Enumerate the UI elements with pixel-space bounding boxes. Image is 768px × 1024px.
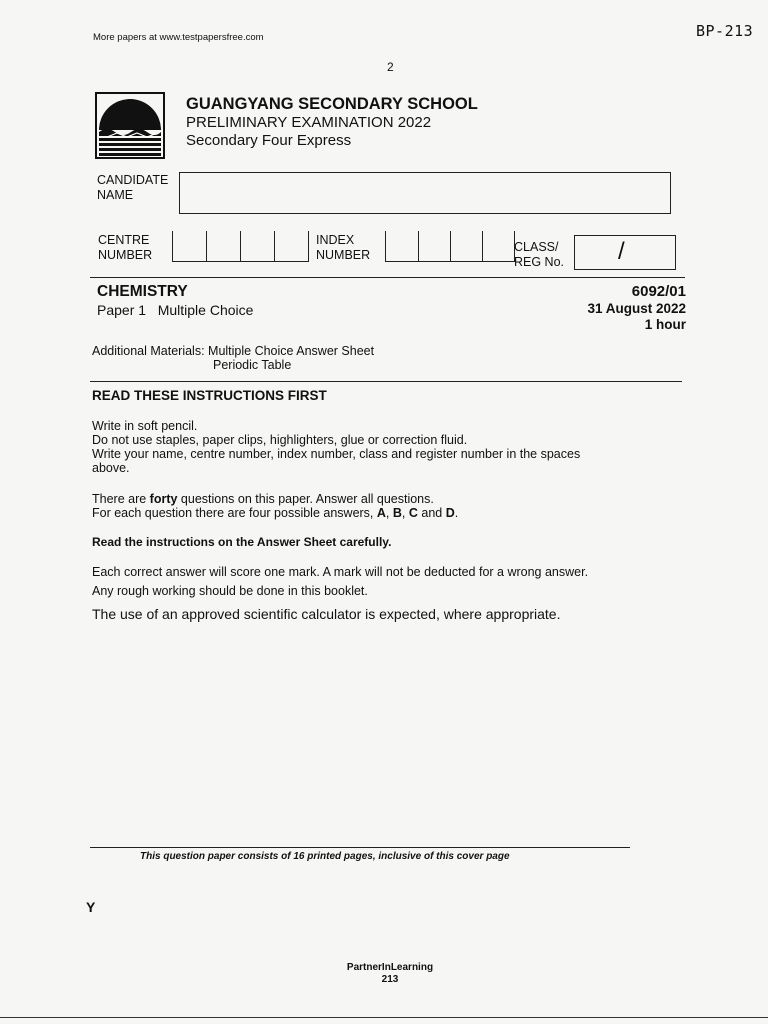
- centre-number-field[interactable]: [172, 231, 309, 262]
- school-crest-icon: [95, 92, 165, 159]
- index-number-field[interactable]: [385, 231, 515, 262]
- subject-title: CHEMISTRY: [97, 283, 188, 300]
- paper-title: Paper 1 Multiple Choice: [97, 302, 254, 318]
- centre-number-label: CENTRE NUMBER: [98, 233, 153, 262]
- additional-materials-2: Periodic Table: [213, 358, 292, 372]
- class-reg-label: CLASS/ REG No.: [514, 240, 565, 269]
- additional-materials: Additional Materials: Multiple Choice Answer Sheet: [92, 344, 375, 358]
- rough-work-instruction: Any rough working should be done in this booklet.: [92, 584, 368, 598]
- candidate-name-field[interactable]: [179, 172, 671, 214]
- partner-label: PartnerInLearning: [346, 962, 434, 973]
- exam-level: Secondary Four Express: [186, 132, 352, 149]
- source-url: More papers at www.testpapersfree.com: [93, 32, 264, 43]
- calculator-instruction: The use of an approved scientific calculator is expected, where appropriate.: [92, 606, 561, 622]
- header-divider: [90, 277, 685, 278]
- paper-code: 6092/01: [631, 283, 686, 300]
- school-name: GUANGYANG SECONDARY SCHOOL: [186, 95, 478, 113]
- instructions-heading: READ THESE INSTRUCTIONS FIRST: [92, 388, 327, 403]
- partner-number: 213: [381, 974, 399, 985]
- class-reg-separator: /: [618, 238, 625, 265]
- answer-sheet-instruction: Read the instructions on the Answer Sheet carefully.: [92, 535, 392, 549]
- margin-mark: Y: [86, 899, 96, 915]
- page-number: 2: [387, 60, 394, 74]
- bottom-border: [0, 1017, 768, 1018]
- class-reg-field[interactable]: [574, 235, 676, 270]
- instructions-block-2: There are forty questions on this paper. Answer all questions. For each question there are four possible answers, A, B, C and D.: [92, 492, 459, 520]
- footer-divider: [90, 847, 630, 848]
- exam-duration: 1 hour: [644, 317, 686, 332]
- marking-instruction: Each correct answer will score one mark. A mark will not be deducted for a wrong answer.: [92, 565, 589, 579]
- instructions-block-1: Write in soft pencil. Do not use staples, paper clips, highlighters, glue or correction fluid. Write your name, centre number, index number, class and register number in the spaces above.: [92, 419, 581, 475]
- exam-title: PRELIMINARY EXAMINATION 2022: [186, 114, 432, 131]
- page-count-note: This question paper consists of 16 printed pages, inclusive of this cover page: [140, 851, 510, 862]
- materials-divider: [90, 381, 682, 382]
- index-number-label: INDEX NUMBER: [316, 233, 371, 262]
- candidate-name-label: CANDIDATE NAME: [97, 173, 169, 202]
- exam-date: 31 August 2022: [587, 301, 686, 316]
- document-code: BP-213: [696, 22, 754, 40]
